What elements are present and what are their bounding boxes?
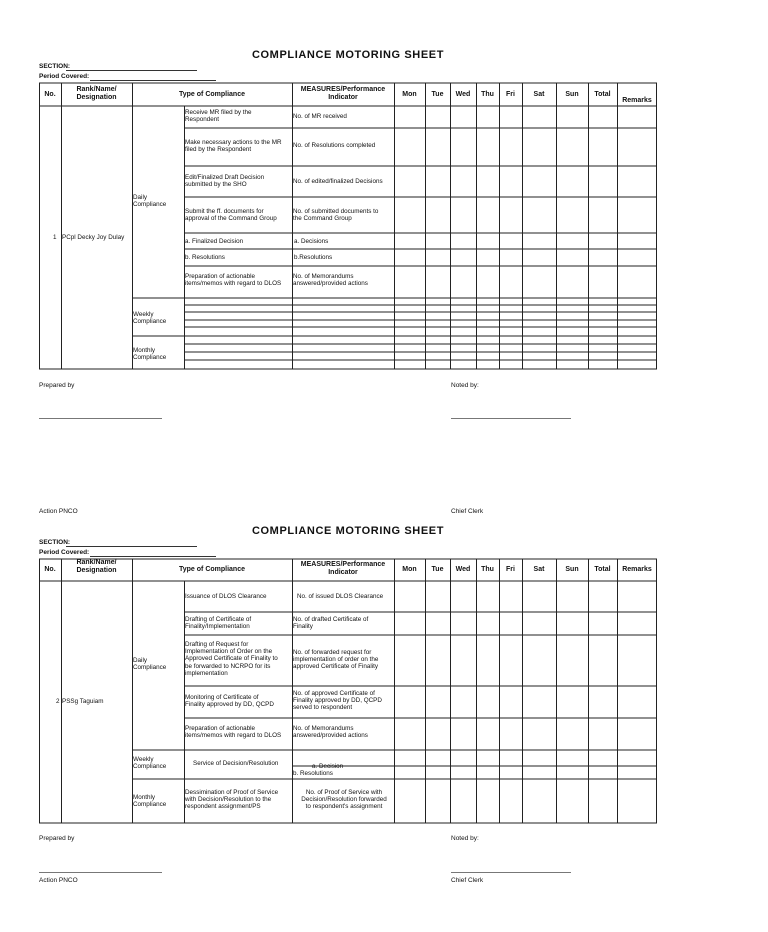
row-measure: No. of edited/finalized Decisions [293,178,383,185]
col-rank-header: Rank/Name/ Designation [76,86,117,101]
row-measure: No. of issued DLOS Clearance [297,593,384,600]
row-type: b. Resolutions [185,254,225,261]
col-mon-header: Mon [402,566,417,573]
col-measures-header: MEASURES/Performance Indicator [300,561,386,576]
row-measure: No. of forwarded request for implementation of order on the approved Certificate of Finality [293,649,379,671]
row-type: Submit the ff. documents for approval of the Command Group [185,208,277,223]
person-name: PCpl Decky Joy Dulay [62,234,125,241]
row-type: Monitoring of Certificate of Finality approved by DD, QCPD [185,694,274,709]
weekly-measure-b: b. Resolutions [293,770,333,777]
monthly-measure: No. of Proof of Service with Decision/Resolution forwarded to respondent's assignment [301,789,387,811]
prepared-role: Action PNCO [39,877,78,884]
row-measure: No. of approved Certificate of Finality approved by DD, QCPD served to respondent [293,690,382,712]
person-no: 2 [56,698,60,705]
prepared-by-label: Prepared by [39,835,75,842]
section-label: SECTION: [39,539,71,546]
col-remarks-header: Remarks [622,566,652,573]
row-measure: No. of MR received [293,113,347,120]
period-label: Period Covered: [39,549,90,556]
col-type-header: Type of Compliance [179,91,245,98]
row-type: Drafting of Request for Implementation of Order on the Approved Certificate of Finality to be forwarded to NCRPO for its implementation [185,641,278,677]
row-type: a. Finalized Decision [185,238,244,245]
row-measure: No. of Resolutions completed [293,142,376,149]
col-tue-header: Tue [431,566,444,573]
monthly-compliance-label: Monthly Compliance [133,794,167,809]
row-type: Preparation of actionable items/memos with regard to DLOS [185,725,282,740]
weekly-compliance-label: Weekly Compliance [133,311,167,326]
col-sat-header: Sat [533,91,545,98]
row-measure: a. Decisions [294,238,329,245]
col-fri-header: Fri [506,91,515,98]
col-total-header: Total [594,566,611,573]
col-thu-header: Thu [481,566,494,573]
sheet-title: COMPLIANCE MOTORING SHEET [251,49,445,61]
period-label: Period Covered: [39,73,90,80]
row-measure: No. of Memorandums answered/provided actions [293,725,368,740]
person-name: PSSg Taguiam [62,698,104,705]
col-tue-header: Tue [431,91,444,98]
col-fri-header: Fri [506,566,515,573]
row-type: Make necessary actions to the MR filed by the Respondent [185,139,282,154]
col-wed-header: Wed [455,566,471,573]
col-total-header: Total [594,91,611,98]
col-no-header: No. [44,566,56,573]
prepared-role: Action PNCO [39,508,78,515]
section-label: SECTION: [39,63,71,70]
col-no-header: No. [44,91,56,98]
person-no: 1 [53,234,57,241]
row-measure: No. of submitted documents to the Command Group [293,208,379,223]
sheet-title: COMPLIANCE MOTORING SHEET [251,525,445,537]
col-type-header: Type of Compliance [179,566,245,573]
row-type: Receive MR filed by the Respondent [185,109,252,124]
row-measure: No. of Memorandums answered/provided actions [293,273,368,288]
daily-compliance-label: Daily Compliance [133,194,167,209]
prepared-signature-line [39,872,162,873]
noted-signature-line [451,872,571,873]
row-type: Issuance of DLOS Clearance [185,593,267,600]
col-remarks-header: Remarks [622,97,652,104]
monthly-type: Dessimination of Proof of Service with Decision/Resolution to the respondent assignment/PS [185,789,279,811]
weekly-compliance-label: Weekly Compliance [133,756,167,771]
noted-role: Chief Clerk [451,508,484,515]
daily-compliance-label: Daily Compliance [133,657,167,672]
noted-role: Chief Clerk [451,877,484,884]
noted-by-label: Noted by: [451,382,479,389]
noted-by-label: Noted by: [451,835,479,842]
weekly-measure-a: a. Decision [312,763,344,770]
col-wed-header: Wed [455,91,471,98]
col-rank-header: Rank/Name/ Designation [76,559,117,574]
col-thu-header: Thu [481,91,494,98]
col-sun-header: Sun [565,91,579,98]
col-mon-header: Mon [402,91,417,98]
weekly-type: Service of Decision/Resolution [193,760,279,767]
row-measure: b.Resolutions [294,254,333,261]
monthly-compliance-label: Monthly Compliance [133,347,167,362]
row-type: Preparation of actionable items/memos with regard to DLOS [185,273,282,288]
row-measure: No. of drafted Certificate of Finality [293,616,369,631]
row-type: Drafting of Certificate of Finality/Implementation [185,616,252,631]
col-measures-header: MEASURES/Performance Indicator [300,86,386,101]
col-sun-header: Sun [565,566,579,573]
row-type: Edit/Finalized Draft Decision submitted by the SHO [185,174,265,189]
col-sat-header: Sat [533,566,545,573]
prepared-by-label: Prepared by [39,382,75,389]
